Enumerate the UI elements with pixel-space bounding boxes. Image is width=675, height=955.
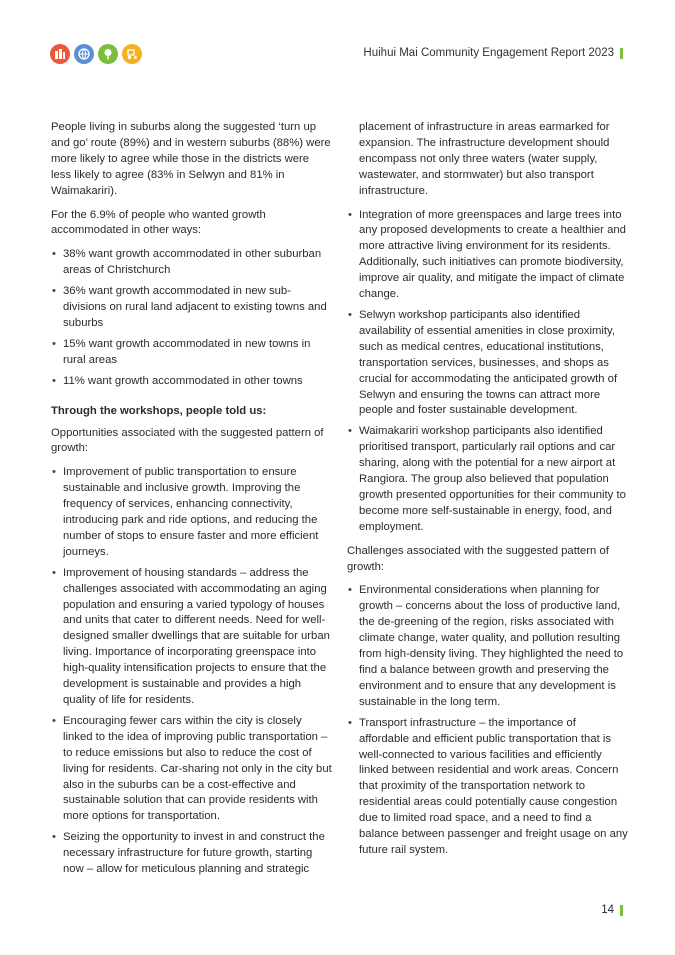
list-item: • 36% want growth accommodated in new sub-divisions on rural land adjacent to existing towns and suburbs xyxy=(51,284,332,332)
list-item: • Environmental considerations when planning for growth – concerns about the loss of productive land, the de-greening of the region, risks associated with climate change, water quality, and pollution resulting from high-density living. They highlighted the need to find a balance between growth and preserving the environment and to ensure that any development is sustainable in the long term. xyxy=(347,583,628,710)
list-item: • Encouraging fewer cars within the city is closely linked to the idea of improving public transportation – to reduce emissions but also to reduce the cost of living for residents. Car-sharing not only in the city but also in the suburbs can be a cost-effective and sustainable solution that can provide residents with more options for transportation. xyxy=(51,714,332,825)
list-item: • 15% want growth accommodated in new towns in rural areas xyxy=(51,337,332,369)
report-title-text: Huihui Mai Community Engagement Report 2023 xyxy=(363,47,614,59)
section-heading: Through the workshops, people told us: xyxy=(51,404,267,417)
logo-group xyxy=(50,44,142,64)
list-item: • Seizing the opportunity to invest in and construct the necessary infrastructure for future growth, starting now – allow for meticulous planning and strategic xyxy=(51,830,332,878)
bullet-list xyxy=(347,583,628,858)
right-column xyxy=(347,120,628,867)
bullet-list xyxy=(51,247,332,389)
paragraph: People living in suburbs along the suggested ‘turn up and go’ route (89%) and in western suburbs (88%) were more likely to agree while those in the districts were less likely to agree (83% in Selwyn and 81% in Waimakariri). xyxy=(51,121,331,197)
accent-bar xyxy=(620,905,623,916)
page-number-text: 14 xyxy=(601,904,614,916)
list-item: • 38% want growth accommodated in other suburban areas of Christchurch xyxy=(51,247,332,279)
list-item: • Integration of more greenspaces and large trees into any proposed developments to create a healthier and more attractive living environment for its residents. Additionally, such initiatives can promote biodiversity, improve air quality, and mitigate the impact of climate change. xyxy=(347,208,628,303)
list-item: • 11% want growth accommodated in other towns xyxy=(51,374,332,390)
list-item: • Selwyn workshop participants also identified availability of essential amenities in close proximity, such as medical centres, educational institutions, transportation services, businesses, and shops as crucial for accommodating the anticipated growth of Selwyn and ensuring the towns can attract more people and foster sustainable development. xyxy=(347,308,628,419)
bullet-list xyxy=(51,465,332,878)
tractor-icon xyxy=(122,44,142,64)
paragraph: Opportunities associated with the suggested pattern of growth: xyxy=(51,426,324,455)
globe-icon xyxy=(74,44,94,64)
page-number xyxy=(601,904,623,916)
list-item: • Improvement of housing standards – address the challenges associated with accommodating an aging population and ensuring a varied typology of houses and units that cater to different needs. Need for well-designed smaller dwellings that are suitable for urban living. Importance of incorporating greenspace into high-quality intensification projects to ensure that the development is sustainable and provides a high quality of life for residents. xyxy=(51,566,332,709)
building-icon xyxy=(50,44,70,64)
report-title xyxy=(363,47,623,59)
bullet-list xyxy=(347,208,628,536)
left-column xyxy=(51,120,332,886)
accent-bar xyxy=(620,48,623,59)
list-item: • Improvement of public transportation to ensure sustainable and inclusive growth. Improving the frequency of services, enhancing connectivity, introducing park and ride options, and reducing the number of stops to ensure faster and more efficient journeys. xyxy=(51,465,332,560)
paragraph: placement of infrastructure in areas earmarked for expansion. The infrastructure development should encompass not only three waters (water supply, wastewater, and stormwater) but also transport infrastructure. xyxy=(359,121,610,197)
paragraph: For the 6.9% of people who wanted growth accommodated in other ways: xyxy=(51,208,266,237)
tree-icon xyxy=(98,44,118,64)
paragraph: Challenges associated with the suggested pattern of growth: xyxy=(347,544,609,573)
list-item: • Waimakariri workshop participants also identified prioritised transport, particularly rail options and car sharing, along with the potential for a new airport at Rangiora. The group also believed that population growth presented opportunities for their community to become more self-sustainable in energy, food, and employment. xyxy=(347,424,628,535)
list-item: • Transport infrastructure – the importance of affordable and efficient public transportation that is well-connected to various facilities and efficiently linked between residential and work areas. Concern that proximity of the transportation network to residential areas could potentially cause congestion due to limited road space, and a need to find a balance between passenger and freight usage on any future rail system. xyxy=(347,716,628,859)
